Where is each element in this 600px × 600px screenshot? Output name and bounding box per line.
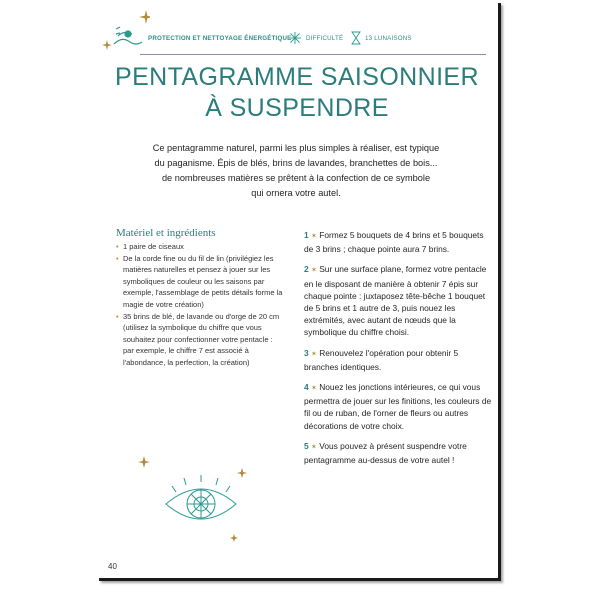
- step-number: 1: [304, 230, 309, 240]
- header-rule: [140, 54, 486, 55]
- step-number: 2: [304, 264, 309, 275]
- step-item: [304, 229, 492, 255]
- materials-heading: Matériel et ingrédients: [116, 227, 216, 239]
- step-text: Renouvelez l'opération pour obtenir 5 branches identiques.: [304, 347, 459, 372]
- title-line-1: PENTAGRAMME SAISONNIER: [115, 63, 479, 91]
- header-category: PROTECTION ET NETTOYAGE ÉNERGÉTIQUE: [148, 35, 292, 42]
- step-number: 4: [304, 382, 309, 393]
- page-number: 40: [108, 562, 117, 571]
- list-item: • 1 paire de ciseaux: [116, 241, 284, 253]
- list-item: • 35 brins de blé, de lavande ou d'orge de 20 cm (utilisez la symbolique du chiffre que vous souhaitez pour confectionner votre pentacle : par exemple, le chiffre 7 est associé à l'abondance, la perfection, la création): [116, 311, 284, 369]
- page-header: [96, 0, 498, 70]
- intro-line-4: qui ornera votre autel.: [251, 188, 341, 198]
- step-item: [304, 263, 492, 338]
- intro-line-1: Ce pentagramme naturel, parmi les plus simples à réaliser, est typique: [152, 143, 440, 153]
- page-title: [96, 62, 498, 124]
- step-text: Sur une surface plane, formez votre pentacle en le disposant de manière à obtenir 7 épis sur chaque pointe : juxtaposez tête-bêche 1 bouquet de 5 brins et 1 autre de 3, puis nouez les extrémités, avec autant de nœuds que la symbolique du chiffre choisi.: [304, 264, 487, 338]
- steps-list: [304, 229, 492, 474]
- snowflake-icon: [288, 31, 302, 45]
- star-icon: ✶: [311, 443, 317, 451]
- intro-line-3: de nombreuses matières se prêtent à la confection de ce symbole: [161, 173, 431, 183]
- header-duration: 13 LUNAISONS: [365, 35, 412, 42]
- title-line-2: À SUSPENDRE: [205, 94, 389, 122]
- star-icon: ✶: [311, 267, 317, 275]
- star-icon: ✶: [311, 350, 317, 358]
- step-number: 5: [304, 440, 309, 451]
- step-text: Formez 5 bouquets de 4 brins et 5 bouquets de 3 brins ; chaque pointe aura 7 brins.: [304, 230, 484, 255]
- intro-line-2: du paganisme. Épis de blés, brins de lavandes, branchettes de bois...: [154, 158, 438, 168]
- step-item: [304, 440, 492, 466]
- materials-list: [116, 241, 284, 369]
- step-text: Nouez les jonctions intérieures, ce qui vous permettra de jouer sur les finitions, les couleurs de fil ou de ruban, de l'orner de fleurs ou autres décorations de votre choix.: [304, 382, 492, 431]
- step-item: [304, 381, 492, 432]
- book-page: [96, 0, 498, 578]
- star-icon: ✶: [311, 233, 317, 240]
- step-item: [304, 347, 492, 373]
- hands-sparkle-icon: [100, 6, 150, 56]
- star-icon: ✶: [311, 385, 317, 393]
- eye-illustration-icon: [126, 448, 276, 548]
- header-difficulty: DIFFICULTÉ: [306, 35, 344, 42]
- step-number: 3: [304, 347, 309, 358]
- intro-paragraph: [126, 141, 466, 201]
- hourglass-icon: [351, 31, 361, 45]
- list-item: • De la corde fine ou du fil de lin (privilégiez les matières naturelles et pensez à jouer sur les symboliques de couleur ou les saisons par exemple, l'assemblage de petits détails forme la magie de votre création): [116, 253, 284, 311]
- step-text: Vous pouvez à présent suspendre votre pentagramme au-dessus de votre autel !: [304, 440, 467, 466]
